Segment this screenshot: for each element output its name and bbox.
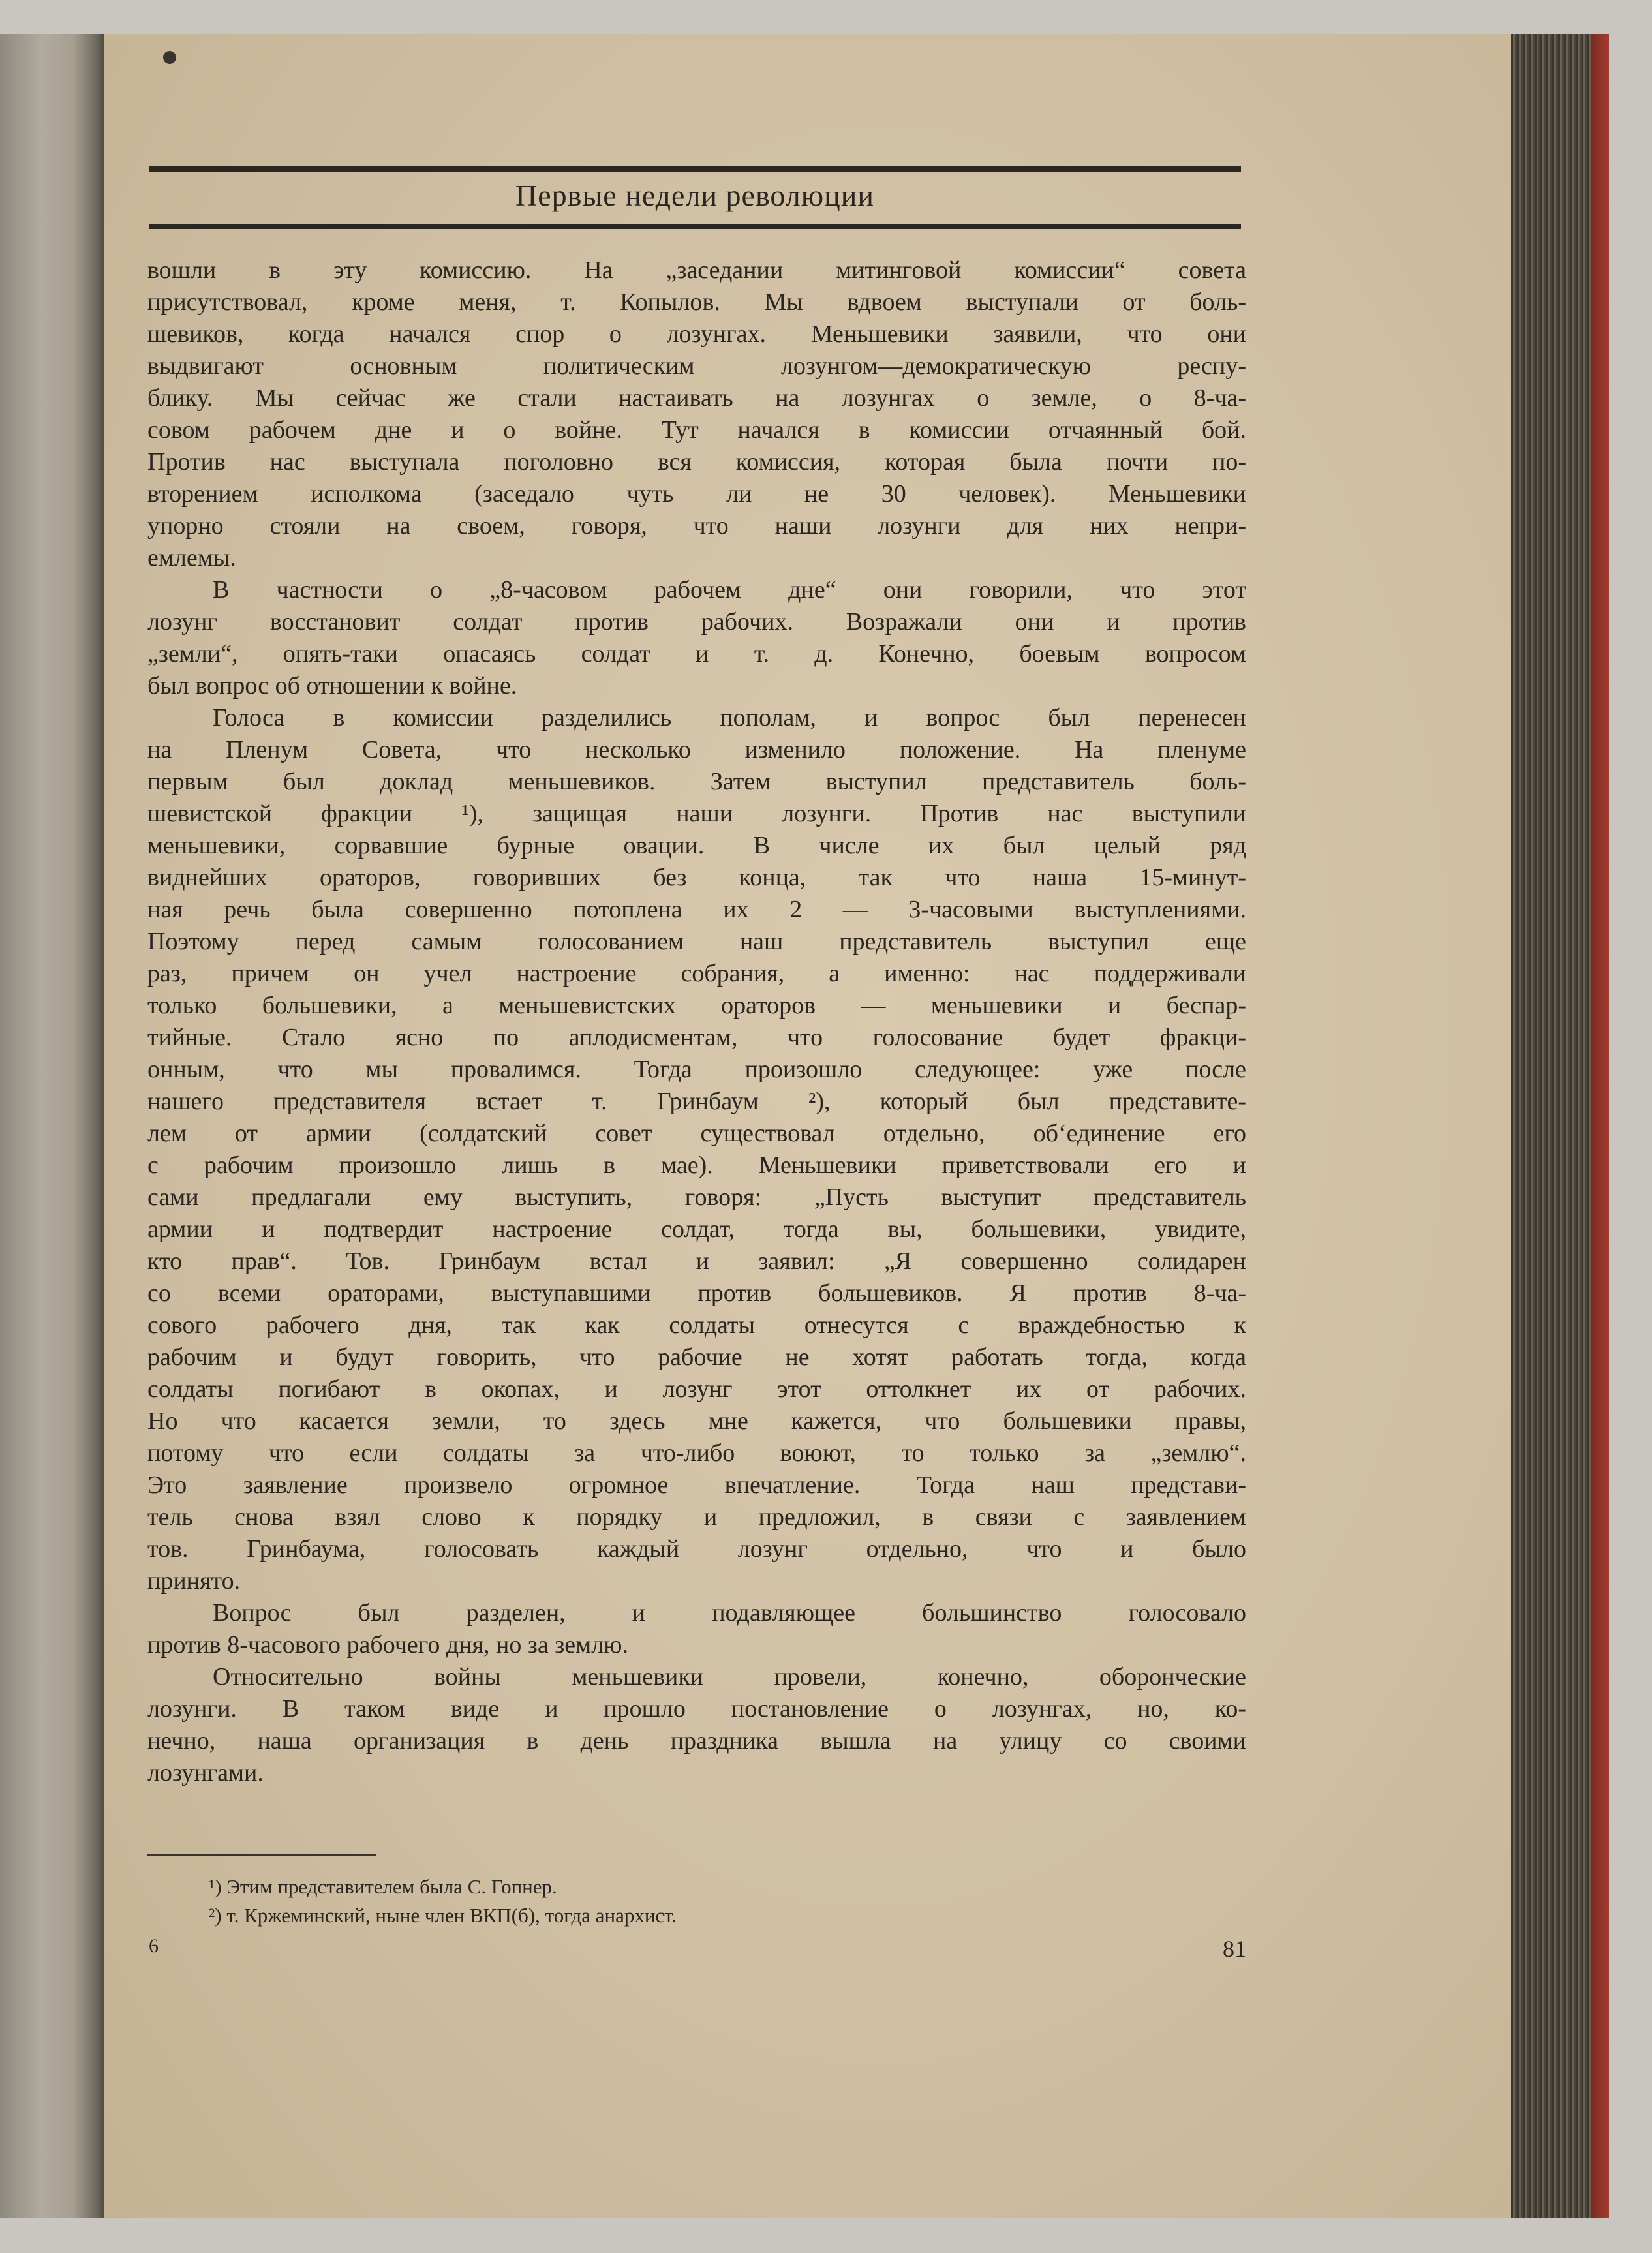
- text-line: Это заявление произвело огромное впечатление. Тогда наш представи-: [147, 1471, 1246, 1499]
- page-number: 81: [1223, 1936, 1246, 1962]
- text-line: тийные. Стало ясно по аплодисментам, что голосование будет фракци-: [147, 1024, 1246, 1051]
- text-line: тель снова взял слово к порядку и предложил, в связи с заявлением: [147, 1503, 1246, 1531]
- text-line: только большевики, а меньшевистских ораторов — меньшевики и беспар-: [147, 992, 1246, 1019]
- text-line: был вопрос об отношении к войне.: [147, 672, 517, 699]
- text-line: Относительно войны меньшевики провели, конечно, оборонческие: [213, 1663, 1246, 1691]
- text-line: Вопрос был разделен, и подавляющее большинство голосовало: [213, 1599, 1246, 1627]
- text-line: В частности о „8-часовом рабочем дне“ они говорили, что этот: [213, 576, 1246, 604]
- running-title: Первые недели революции: [515, 179, 874, 212]
- header-rule-bottom: [149, 224, 1241, 229]
- text-line: выдвигают основным политическим лозунгом—демократическую респу-: [147, 352, 1246, 380]
- text-line: вошли в эту комиссию. На „заседании митинговой комиссии“ совета: [147, 256, 1246, 284]
- text-line: с рабочим произошло лишь в мае). Меньшевики приветствовали его и: [147, 1152, 1246, 1179]
- text-line: Против нас выступала поголовно вся комиссия, которая была почти по-: [147, 448, 1246, 476]
- text-line: меньшевики, сорвавшие бурные овации. В числе их был целый ряд: [147, 832, 1246, 859]
- text-line: нашего представителя встает т. Гринбаум ²), который был представите-: [147, 1088, 1246, 1115]
- text-line: принято.: [147, 1567, 241, 1595]
- text-line: солдаты погибают в окопах, и лозунг этот оттолкнет их от рабочих.: [147, 1375, 1246, 1403]
- signature-mark: 6: [149, 1935, 159, 1957]
- text-line: против 8-часового рабочего дня, но за землю.: [147, 1631, 629, 1659]
- book-gutter: [0, 34, 104, 2218]
- text-line: тов. Гринбаума, голосовать каждый лозунг отдельно, что и было: [147, 1535, 1246, 1563]
- text-line: Поэтому перед самым голосованием наш представитель выступил еще: [147, 928, 1246, 955]
- text-line: сового рабочего дня, так как солдаты отнесутся с враждебностью к: [147, 1311, 1246, 1339]
- text-line: со всеми ораторами, выступавшими против большевиков. Я против 8-ча-: [147, 1280, 1246, 1307]
- text-line: вторением исполкома (заседало чуть ли не 30 человек). Меньшевики: [147, 480, 1246, 508]
- footnotes: [209, 1873, 677, 1930]
- text-line: рабочим и будут говорить, что рабочие не хотят работать тогда, когда: [147, 1343, 1246, 1371]
- text-line: совом рабочем дне и о войне. Тут начался в комиссии отчаянный бой.: [147, 416, 1246, 444]
- footnote: ²) т. Кржеминский, ныне член ВКП(б), тогда анархист.: [209, 1904, 677, 1927]
- body-text: [147, 254, 1246, 1789]
- text-line: шевистской фракции ¹), защищая наши лозунги. Против нас выступили: [147, 800, 1246, 827]
- text-line: первым был доклад меньшевиков. Затем выступил представитель боль-: [147, 768, 1246, 795]
- text-line: нечно, наша организация в день праздника вышла на улицу со своими: [147, 1727, 1246, 1755]
- footnote-rule: [147, 1854, 376, 1856]
- text-line: блику. Мы сейчас же стали настаивать на лозунгах о земле, о 8-ча-: [147, 384, 1246, 412]
- text-line: кто прав“. Тов. Гринбаум встал и заявил: „Я совершенно солидарен: [147, 1248, 1246, 1275]
- book-cover-edge: [1591, 34, 1609, 2218]
- text-line: упорно стояли на своем, говоря, что наши лозунги для них непри-: [147, 512, 1246, 540]
- text-line: потому что если солдаты за что-либо воюют, то только за „землю“.: [147, 1439, 1246, 1467]
- footnote: ¹) Этим представителем была С. Гопнер.: [209, 1875, 557, 1898]
- text-line: армии и подтвердит настроение солдат, тогда вы, большевики, увидите,: [147, 1216, 1246, 1243]
- text-line: лозунгами.: [147, 1759, 264, 1786]
- text-line: виднейших ораторов, говоривших без конца, так что наша 15-минут-: [147, 864, 1246, 891]
- text-line: онным, что мы провалимся. Тогда произошло следующее: уже после: [147, 1056, 1246, 1083]
- text-line: раз, причем он учел настроение собрания, а именно: нас поддерживали: [147, 960, 1246, 987]
- text-line: емлемы.: [147, 544, 236, 572]
- text-line: на Пленум Совета, что несколько изменило положение. На пленуме: [147, 736, 1246, 763]
- text-line: ная речь была совершенно потоплена их 2 — 3-часовыми выступлениями.: [147, 896, 1246, 923]
- ink-spot: [163, 51, 176, 64]
- text-line: шевиков, когда начался спор о лозунгах. Меньшевики заявили, что они: [147, 320, 1246, 348]
- text-line: Голоса в комиссии разделились пополам, и вопрос был перенесен: [213, 704, 1246, 731]
- text-line: Но что касается земли, то здесь мне кажется, что большевики правы,: [147, 1407, 1246, 1435]
- text-line: присутствовал, кроме меня, т. Копылов. Мы вдвоем выступали от боль-: [147, 288, 1246, 316]
- text-line: лозунг восстановит солдат против рабочих. Возражали они и против: [147, 608, 1246, 636]
- text-line: сами предлагали ему выступить, говоря: „Пусть выступит представитель: [147, 1184, 1246, 1211]
- text-line: лем от армии (солдатский совет существовал отдельно, об‘единение его: [147, 1120, 1246, 1147]
- text-line: лозунги. В таком виде и прошло постановление о лозунгах, но, ко-: [147, 1695, 1246, 1723]
- header-rule-top: [149, 166, 1241, 172]
- text-line: „земли“, опять-таки опасаясь солдат и т. д. Конечно, боевым вопросом: [147, 640, 1246, 667]
